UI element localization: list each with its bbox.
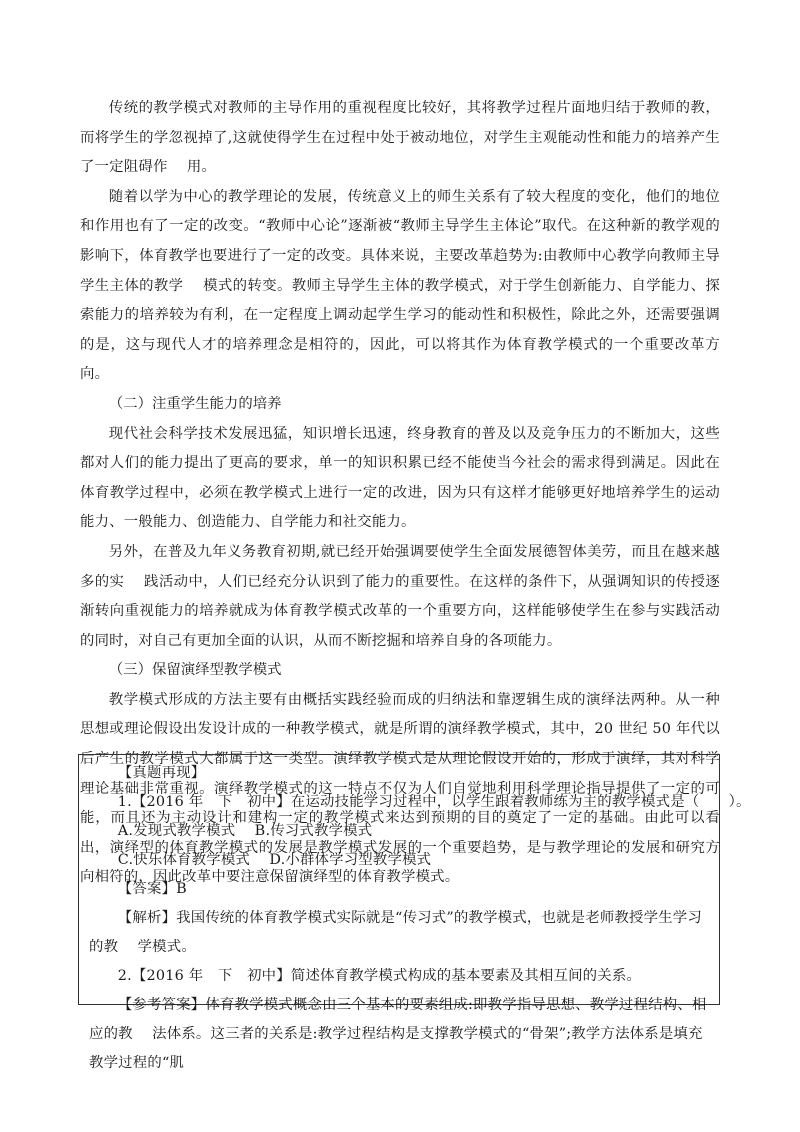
section-heading-deductive: （三）保留演绎型教学模式: [108, 662, 282, 679]
paragraph-modern-society: 现代社会科学技术发展迅猛，知识增长迅速，终身教育的普及以及竞争压力的不断加大，这些都对人们的能力提出了更高的要求，单一的知识积累已经不能使当今社会的需求得到满足。因此在体育教学过程中，必须在教学模式上进行一定的改进，因为只有这样才能够更好地培养学生的运动能力、一般能力、创造能力、自学能力和社交能力。: [80, 425, 720, 531]
exam-review-box: [78, 754, 751, 1071]
question-1-analysis: 【解析】我国传统的体育教学模式实际就是“传习式”的教学模式，也就是老师教授学生学习的教 学模式。: [89, 910, 702, 955]
question-2: 2.【2016 年 下 初中】简述体育教学模式构成的基本要素及其相互间的关系。: [117, 968, 642, 984]
question-1: 1.【2016 年 下 初中】在运动技能学习过程中，以学生跟着教师练为主的教学模式是（ ）。: [117, 794, 751, 810]
paragraph-deductive-model: 教学模式形成的方法主要有由概括实践经验而成的归纳法和靠逻辑生成的演绎法两种。从一种思想或理论假设出发设计成的一种教学模式，就是所谓的演绎教学模式，其中，20 世纪 50 年代以后产生的教学模式大都属于这一类型。演绎教学模式是从理论假设开始的，形成于演绎，其对科学理论基础非常重视。演绎教学模式的这一特点不仅为人们自觉地利用科学理论指导提供了一定的可能，而且还为主动设计和建构一定的教学模式来达到预期的目的奠定了一定的基础。由此可以看出，演绎型的体育教学模式的发展是教学模式发展的一个重要趋势，是与教学理论的发展和研究方向相符的，因此改革中要注意保留演绎型的体育教学模式。: [80, 691, 720, 886]
question-1-options-ab: A.发现式教学模式 B.传习式教学模式: [117, 823, 373, 839]
question-1-answer: 【答案】B: [117, 881, 187, 897]
section-heading-ability: （二）注重学生能力的培养: [108, 395, 282, 412]
question-2-reference-answer: 【参考答案】体育教学模式概念由三个基本的要素组成:即教学指导思想、教学过程结构、相应的教 法体系。这三者的关系是:教学过程结构是支撑教学模式的“骨架”;教学方法体系是填充教学过程的“肌: [89, 997, 707, 1071]
paragraph-compulsory-education: 另外，在普及九年义务教育初期,就已经开始强调要使学生全面发展德智体美劳，而且在越来越多的实 践活动中，人们已经充分认识到了能力的重要性。在这样的条件下，从强调知识的传授逐渐转向重视能力的培养就成为体育教学模式改革的一个重要方向，这样能够使学生在参与实践活动的同时，对自己有更加全面的认识，从而不断挖掘和培养自身的各项能力。: [80, 543, 720, 649]
question-1-options-cd: C.快乐体育教学模式 D.小群体学习型教学模式: [117, 852, 432, 868]
paragraph-student-centered: 随着以学为中心的教学理论的发展，传统意义上的师生关系有了较大程度的变化，他们的地位和作用也有了一定的改变。“教师中心论”逐渐被“教师主导学生主体论”取代。在这种新的教学观的影响下，体育教学也要进行了一定的改变。具体来说，主要改革趋势为:由教师中心教学向教师主导学生主体的教学 模式的转变。教师主导学生主体的教学模式，对于学生创新能力、自学能力、探索能力的培养较为有利，在一定程度上调动起学生学习的能动性和积极性，除此之外，还需要强调的是，这与现代人才的培养理念是相符的，因此，可以将其作为体育教学模式的一个重要改革方向。: [80, 188, 720, 383]
exam-box-title: 【真题再现】: [117, 765, 206, 781]
paragraph-traditional-model: 传统的教学模式对教师的主导作用的重视程度比较好，其将教学过程片面地归结于教师的教，而将学生的学忽视掉了,这就使得学生在过程中处于被动地位，对学生主观能动性和能力的培养产生了一定阻碍作 用。: [80, 100, 720, 176]
